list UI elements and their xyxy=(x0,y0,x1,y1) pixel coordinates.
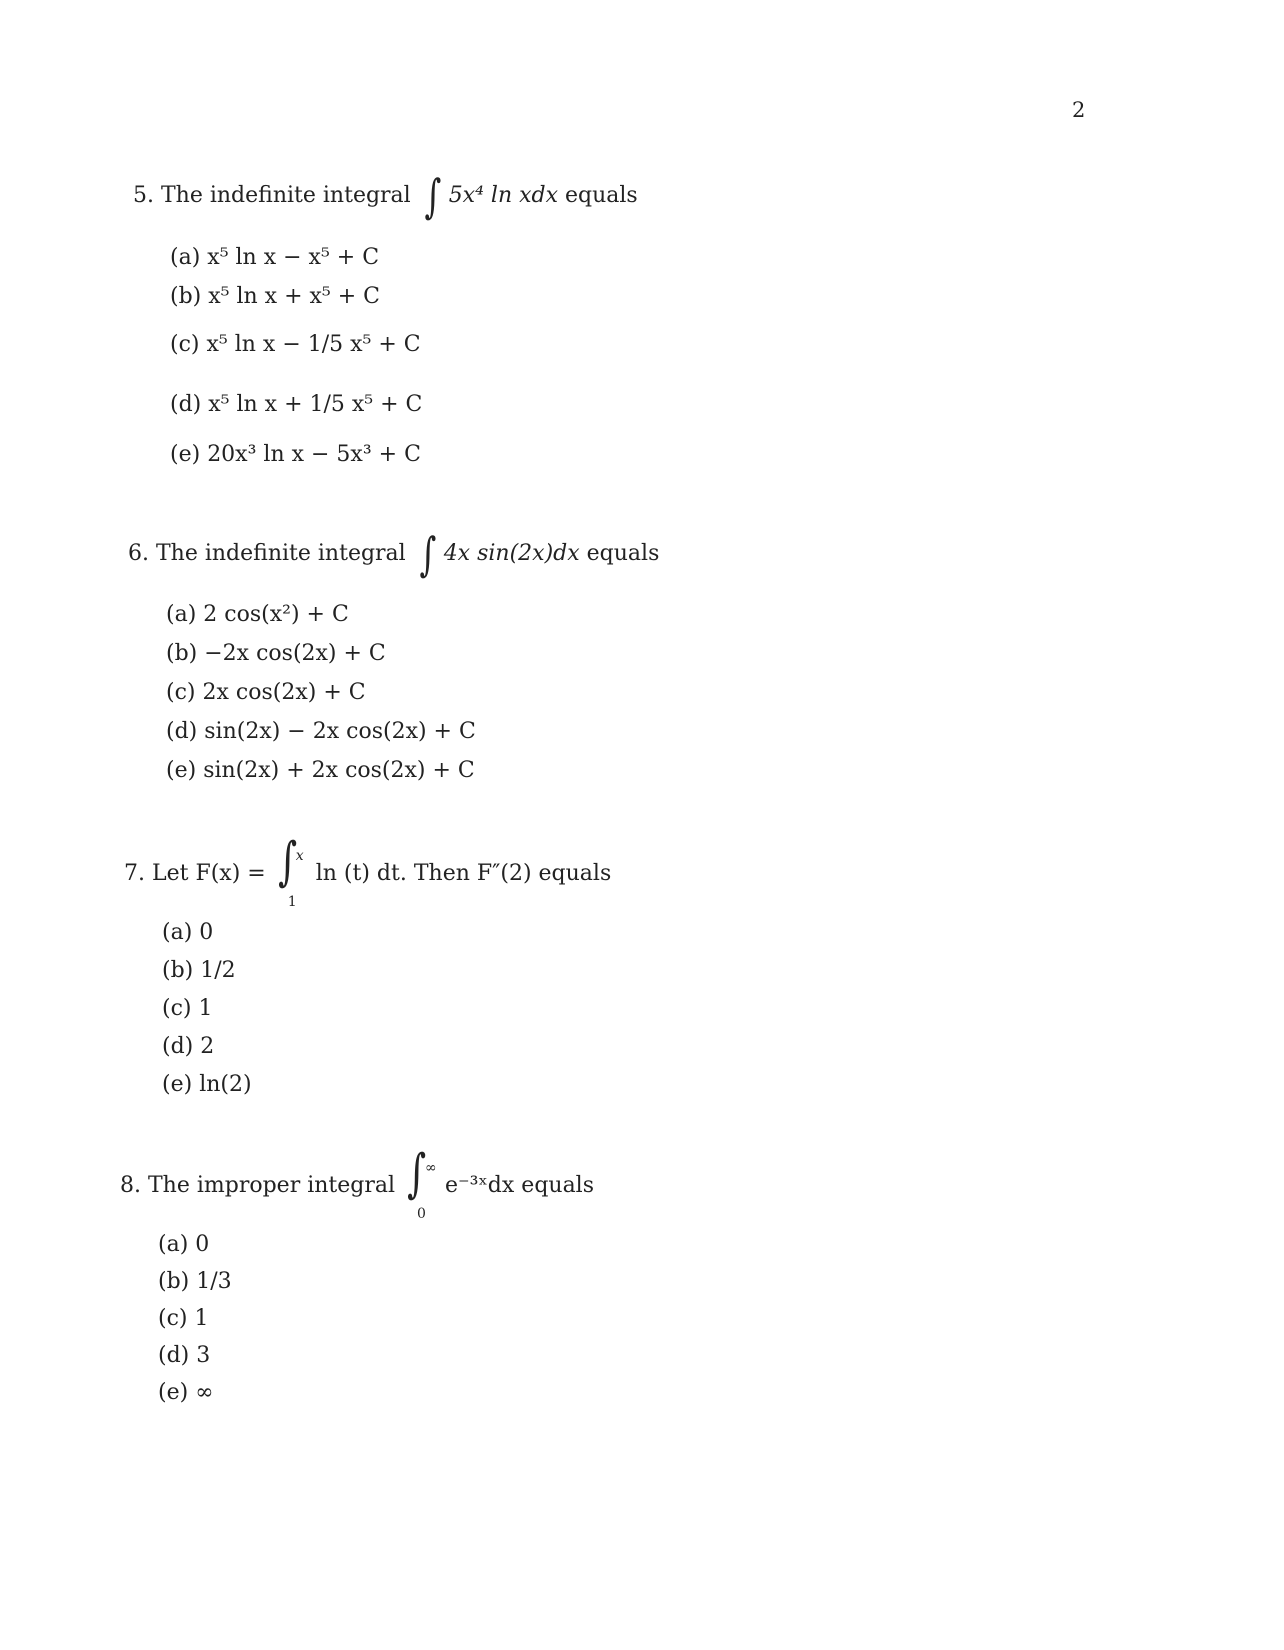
question-number: 6. xyxy=(128,541,149,566)
choice-label: (e) xyxy=(170,442,201,467)
question-stem xyxy=(133,169,638,223)
integral-sign-icon: ∫ xyxy=(419,527,437,581)
choice-label: (a) xyxy=(166,602,197,627)
stem-text-after: equals xyxy=(586,541,660,566)
question-number: 5. xyxy=(133,183,154,208)
lower-limit: 1 xyxy=(287,894,297,910)
integrand: 5x⁴ ln xdx xyxy=(448,183,558,208)
definite-integral xyxy=(274,832,310,910)
choice-text: ∞ xyxy=(195,1380,214,1405)
integrand: e⁻³ˣdx xyxy=(445,1173,515,1198)
stem-text: The indefinite integral xyxy=(161,183,411,208)
integrand: ln (t) dt. xyxy=(315,861,407,886)
choice-label: (b) xyxy=(166,641,198,666)
choice-label: (a) xyxy=(158,1232,189,1257)
question-stem xyxy=(120,1144,595,1222)
choice-text: −2x cos(2x) + C xyxy=(204,641,386,666)
choice-6c xyxy=(166,678,366,708)
choice-text: 2x cos(2x) + C xyxy=(202,680,366,705)
page-number: 2 xyxy=(1072,98,1086,122)
choice-label: (d) xyxy=(166,719,198,744)
choice-text: 1 xyxy=(198,996,213,1021)
stem-text: The improper integral xyxy=(148,1173,396,1198)
choice-5c xyxy=(170,330,421,360)
choice-8a xyxy=(158,1230,209,1260)
choice-text: x⁵ ln x + x⁵ + C xyxy=(208,284,380,309)
choice-5d xyxy=(170,390,422,420)
choice-label: (d) xyxy=(170,392,202,417)
choice-7d xyxy=(162,1032,214,1062)
choice-label: (b) xyxy=(158,1269,190,1294)
choice-text: sin(2x) − 2x cos(2x) + C xyxy=(204,719,476,744)
question-number: 7. xyxy=(124,861,145,886)
choice-text: ln(2) xyxy=(199,1072,252,1097)
choice-text: 20x³ ln x − 5x³ + C xyxy=(207,442,421,467)
choice-text: 1/3 xyxy=(196,1269,232,1294)
choice-label: (a) xyxy=(170,245,201,270)
choice-label: (c) xyxy=(162,996,192,1021)
question-6 xyxy=(128,527,660,581)
choice-text: 1/2 xyxy=(200,958,236,983)
choice-8e xyxy=(158,1378,214,1408)
question-8 xyxy=(120,1144,595,1222)
choice-label: (b) xyxy=(162,958,194,983)
choice-7c xyxy=(162,994,213,1024)
choice-label: (e) xyxy=(166,758,197,783)
choice-label: (e) xyxy=(162,1072,193,1097)
choice-label: (d) xyxy=(162,1034,194,1059)
integral-sign-icon: ∫ xyxy=(424,169,442,223)
upper-limit: ∞ xyxy=(425,1160,437,1176)
choice-text: x⁵ ln x + 1/5 x⁵ + C xyxy=(208,392,423,417)
integral-sign-icon: ∫ xyxy=(407,1144,427,1204)
choice-label: (a) xyxy=(162,920,193,945)
stem-text-after: equals xyxy=(565,183,638,208)
question-stem xyxy=(124,832,612,910)
choice-8d xyxy=(158,1341,210,1371)
choice-7e xyxy=(162,1070,252,1100)
choice-5a xyxy=(170,243,379,273)
integrand: 4x sin(2x)dx xyxy=(443,541,580,566)
upper-limit: x xyxy=(295,848,304,864)
choice-label: (c) xyxy=(170,332,200,357)
question-number: 8. xyxy=(120,1173,141,1198)
choice-label: (c) xyxy=(158,1306,188,1331)
choice-6a xyxy=(166,600,349,630)
choice-8c xyxy=(158,1304,209,1334)
choice-text: 0 xyxy=(199,920,214,945)
definite-integral xyxy=(403,1144,439,1222)
choice-6b xyxy=(166,639,386,669)
choice-text: 3 xyxy=(196,1343,211,1368)
choice-6e xyxy=(166,756,475,786)
choice-5e xyxy=(170,440,421,470)
stem-text-after: Then F″(2) equals xyxy=(413,861,612,886)
question-7 xyxy=(124,832,612,910)
choice-5b xyxy=(170,282,380,312)
choice-label: (e) xyxy=(158,1380,189,1405)
choice-label: (d) xyxy=(158,1343,190,1368)
integral-sign-icon: ∫ xyxy=(277,832,297,892)
question-stem xyxy=(128,527,660,581)
choice-8b xyxy=(158,1267,232,1297)
choice-7a xyxy=(162,918,213,948)
stem-text: Let F(x) = xyxy=(152,861,266,886)
stem-text-after: equals xyxy=(521,1173,595,1198)
question-5 xyxy=(133,169,638,223)
choice-text: 1 xyxy=(194,1306,209,1331)
choice-text: 2 cos(x²) + C xyxy=(203,602,349,627)
choice-text: 0 xyxy=(195,1232,210,1257)
choice-text: 2 xyxy=(200,1034,215,1059)
stem-text: The indefinite integral xyxy=(156,541,406,566)
choice-6d xyxy=(166,717,476,747)
choice-label: (b) xyxy=(170,284,202,309)
lower-limit: 0 xyxy=(417,1206,426,1222)
choice-text: x⁵ ln x − 1/5 x⁵ + C xyxy=(206,332,421,357)
choice-label: (c) xyxy=(166,680,196,705)
choice-7b xyxy=(162,956,236,986)
choice-text: sin(2x) + 2x cos(2x) + C xyxy=(203,758,475,783)
choice-text: x⁵ ln x − x⁵ + C xyxy=(207,245,380,270)
